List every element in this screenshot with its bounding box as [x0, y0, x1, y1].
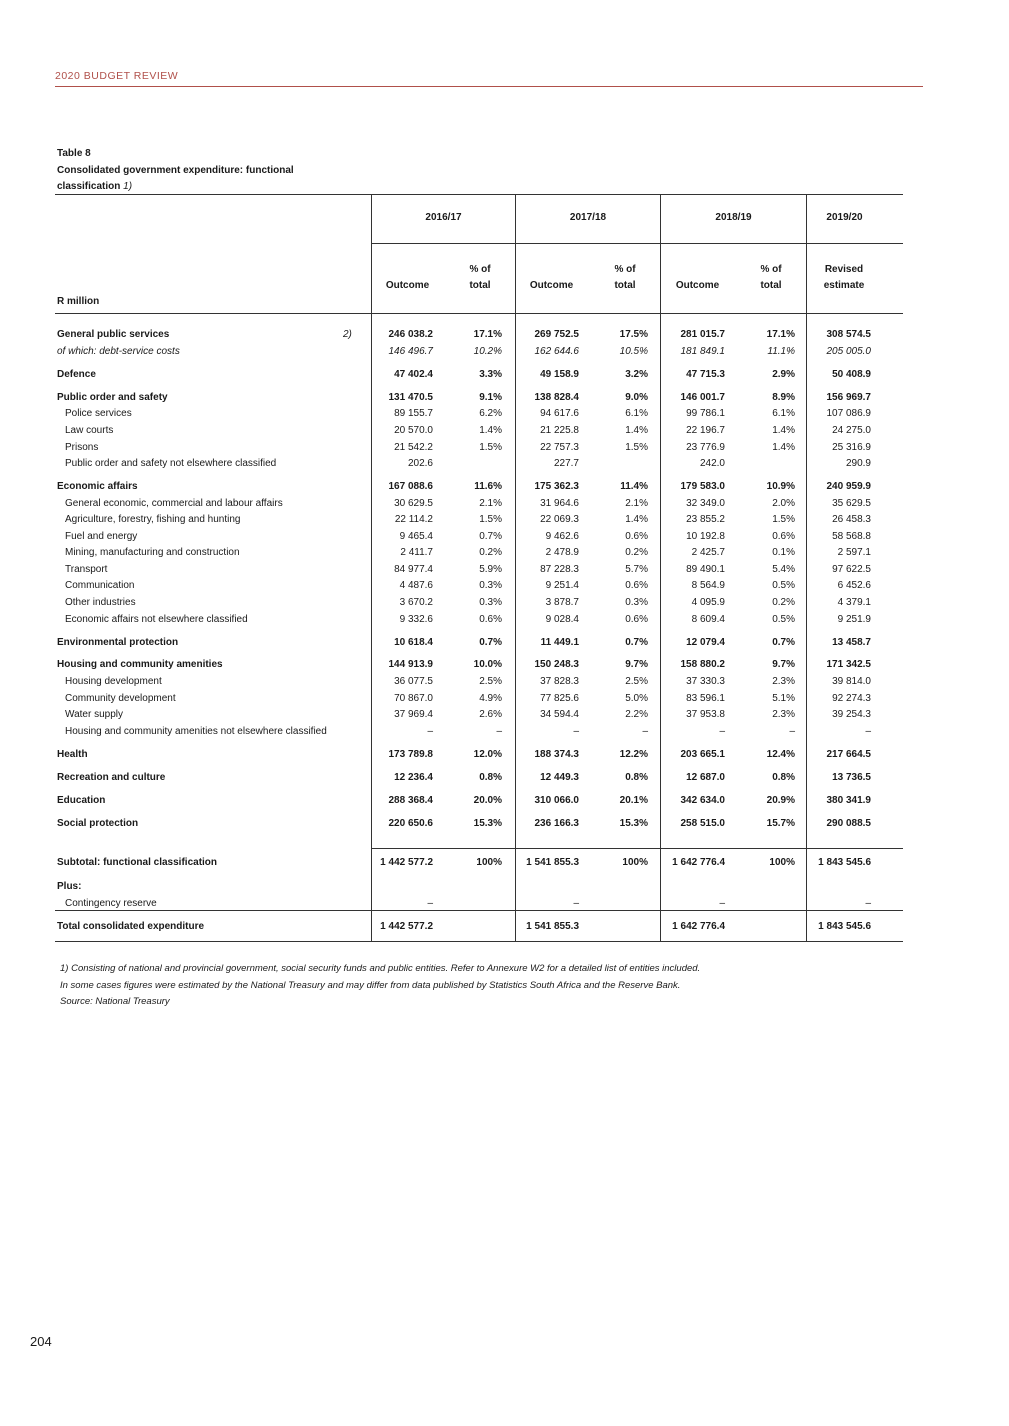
row-note: 2)	[343, 329, 352, 340]
table-cell: 0.7%	[479, 637, 502, 648]
table-cell: 269 752.5	[534, 329, 579, 340]
table-cell: 107 086.9	[826, 408, 871, 419]
table-row	[0, 345, 1009, 359]
table-cell: 0.3%	[479, 597, 502, 608]
table-cell: 0.8%	[479, 772, 502, 783]
row-label: Communication	[65, 580, 135, 591]
row-label: Housing and community amenities not elsewhere classified	[65, 726, 327, 737]
table-cell: 22 114.2	[394, 514, 433, 525]
table-cell: 1.4%	[772, 442, 795, 453]
table-cell: 6.1%	[625, 408, 648, 419]
row-label: Health	[57, 749, 88, 760]
table-cell: 138 828.4	[534, 392, 579, 403]
table-cell: –	[865, 726, 871, 737]
year-header-rule	[371, 243, 903, 244]
table-cell: 10.2%	[473, 346, 502, 357]
table-cell: 1 843 545.6	[818, 857, 871, 868]
table-cell: 202.6	[407, 458, 433, 469]
table-row	[0, 497, 1009, 511]
table-cell: 2.9%	[772, 369, 795, 380]
table-cell: 89 155.7	[394, 408, 433, 419]
table-cell: 12.2%	[619, 749, 648, 760]
table-cell: 84 977.4	[394, 564, 433, 575]
table-cell: 37 953.8	[686, 709, 725, 720]
table-cell: 380 341.9	[826, 795, 871, 806]
table-cell: 181 849.1	[680, 346, 725, 357]
table-cell: –	[642, 726, 648, 737]
table-row	[0, 563, 1009, 577]
table-cell: 217 664.5	[826, 749, 871, 760]
row-label: Economic affairs	[57, 481, 138, 492]
header-bottom-rule	[55, 313, 903, 314]
table-cell: 9 251.4	[545, 580, 579, 591]
table-cell: 236 166.3	[534, 818, 579, 829]
table-row	[0, 748, 1009, 762]
table-row	[0, 692, 1009, 706]
table-cell: 36 077.5	[394, 676, 433, 687]
table-row	[0, 675, 1009, 689]
table-cell: 9 028.4	[545, 614, 579, 625]
row-label: Contingency reserve	[65, 898, 157, 909]
table-row	[0, 480, 1009, 494]
row-label: Law courts	[65, 425, 114, 436]
table-cell: 0.6%	[625, 614, 648, 625]
table-cell: 17.5%	[619, 329, 648, 340]
table-number: Table 8	[57, 148, 91, 159]
table-title-line1: Consolidated government expenditure: functional	[57, 164, 294, 176]
table-cell: 2 478.9	[545, 547, 579, 558]
row-label: Community development	[65, 693, 176, 704]
table-cell: 0.3%	[479, 580, 502, 591]
table-cell: 158 880.2	[680, 659, 725, 670]
table-cell: 100%	[769, 857, 795, 868]
table-cell: 1.4%	[625, 514, 648, 525]
table-cell: 83 596.1	[686, 693, 725, 704]
table-cell: 17.1%	[473, 329, 502, 340]
page-number: 204	[30, 1334, 52, 1349]
table-cell: 1 442 577.2	[380, 857, 433, 868]
table-row	[0, 708, 1009, 722]
table-row	[0, 920, 1009, 934]
table-row	[0, 546, 1009, 560]
table-cell: 9.7%	[772, 659, 795, 670]
table-cell: 15.7%	[766, 818, 795, 829]
table-cell: 0.7%	[772, 637, 795, 648]
row-label: Transport	[65, 564, 108, 575]
row-label: Public order and safety not elsewhere classified	[65, 458, 277, 469]
table-cell: 35 629.5	[832, 498, 871, 509]
table-cell: 9.1%	[479, 392, 502, 403]
table-cell: 167 088.6	[388, 481, 433, 492]
table-cell: 179 583.0	[680, 481, 725, 492]
table-cell: 37 969.4	[394, 709, 433, 720]
table-row	[0, 771, 1009, 785]
table-cell: 131 470.5	[388, 392, 433, 403]
table-cell: 2 425.7	[691, 547, 725, 558]
table-cell: 5.9%	[479, 564, 502, 575]
table-cell: 12 687.0	[686, 772, 725, 783]
table-cell: 227.7	[553, 458, 579, 469]
table-cell: 3.2%	[625, 369, 648, 380]
subtotal-rule	[371, 848, 903, 849]
table-cell: 12.0%	[473, 749, 502, 760]
table-cell: 2.5%	[625, 676, 648, 687]
row-label: Other industries	[65, 597, 136, 608]
table-cell: –	[719, 726, 725, 737]
row-label: General public services	[57, 329, 170, 340]
table-cell: 37 330.3	[686, 676, 725, 687]
table-cell: 0.6%	[479, 614, 502, 625]
table-cell: 220 650.6	[388, 818, 433, 829]
row-label: Public order and safety	[57, 392, 168, 403]
sub-header-pct-2: % of total	[614, 264, 636, 291]
table-cell: 25 316.9	[832, 442, 871, 453]
row-label: Defence	[57, 369, 96, 380]
table-cell: 1 642 776.4	[672, 857, 725, 868]
table-cell: 2.6%	[479, 709, 502, 720]
row-label: Social protection	[57, 818, 139, 829]
table-row	[0, 897, 1009, 911]
year-header-2018-19: 2018/19	[715, 212, 752, 223]
table-cell: 47 402.4	[394, 369, 433, 380]
table-cell: 0.5%	[772, 614, 795, 625]
table-cell: 2.2%	[625, 709, 648, 720]
table-caption	[57, 146, 294, 196]
table-cell: 144 913.9	[388, 659, 433, 670]
table-cell: 0.7%	[625, 637, 648, 648]
table-cell: 100%	[476, 857, 502, 868]
footnote-1-cont: In some cases figures were estimated by the National Treasury and may differ from data published by Statistics South Africa and the Reserve Bank.	[60, 979, 681, 991]
table-bottom-rule	[55, 941, 903, 942]
table-row	[0, 530, 1009, 544]
row-label: Economic affairs not elsewhere classified	[65, 614, 248, 625]
table-cell: 49 158.9	[540, 369, 579, 380]
table-cell: 9 462.6	[545, 531, 579, 542]
table-cell: 205 005.0	[826, 346, 871, 357]
row-label: Housing and community amenities	[57, 659, 223, 670]
table-cell: 9 465.4	[399, 531, 433, 542]
table-cell: 21 225.8	[540, 425, 579, 436]
table-cell: 342 634.0	[680, 795, 725, 806]
sub-header-outcome-2: Outcome	[529, 280, 574, 291]
table-row	[0, 328, 1009, 342]
unit-label: R million	[57, 296, 100, 307]
table-cell: 3 878.7	[545, 597, 579, 608]
table-cell: 5.7%	[625, 564, 648, 575]
footnote-1: 1) Consisting of national and provincial government, social security funds and public entities. Refer to Annexure W2 for a detailed list of entities included.	[60, 963, 701, 974]
table-cell: 308 574.5	[826, 329, 871, 340]
table-cell: 12 236.4	[394, 772, 433, 783]
table-row	[0, 613, 1009, 627]
table-cell: 13 736.5	[832, 772, 871, 783]
table-cell: 94 617.6	[540, 408, 579, 419]
table-row	[0, 880, 1009, 894]
table-cell: 10 618.4	[394, 637, 433, 648]
row-label: Fuel and energy	[65, 531, 138, 542]
row-label: Prisons	[65, 442, 99, 453]
table-cell: 8.9%	[772, 392, 795, 403]
table-row	[0, 407, 1009, 421]
table-cell: 47 715.3	[686, 369, 725, 380]
table-cell: 5.4%	[772, 564, 795, 575]
table-cell: 97 622.5	[832, 564, 871, 575]
table-cell: 1.5%	[625, 442, 648, 453]
table-cell: 4 379.1	[837, 597, 871, 608]
table-cell: 0.1%	[772, 547, 795, 558]
table-cell: 11.6%	[474, 481, 502, 492]
table-cell: 1 442 577.2	[380, 921, 433, 932]
header-rule	[55, 86, 923, 87]
running-head: 2020 BUDGET REVIEW	[55, 70, 179, 82]
table-cell: 0.8%	[772, 772, 795, 783]
table-cell: 23 855.2	[686, 514, 725, 525]
footnotes	[60, 961, 700, 1011]
table-row	[0, 579, 1009, 593]
table-cell: 17.1%	[766, 329, 795, 340]
table-cell: 89 490.1	[686, 564, 725, 575]
table-cell: 1.4%	[625, 425, 648, 436]
row-label: Housing development	[65, 676, 162, 687]
table-cell: 2.3%	[772, 676, 795, 687]
table-cell: 12 449.3	[540, 772, 579, 783]
row-label: Total consolidated expenditure	[57, 921, 205, 932]
table-cell: 22 196.7	[686, 425, 725, 436]
table-cell: 2.5%	[479, 676, 502, 687]
table-cell: 310 066.0	[534, 795, 579, 806]
table-row	[0, 856, 1009, 870]
table-row	[0, 391, 1009, 405]
table-cell: 100%	[622, 857, 648, 868]
table-cell: 13 458.7	[832, 637, 871, 648]
row-label: General economic, commercial and labour affairs	[65, 498, 283, 509]
sub-header-pct-1: % of total	[469, 264, 491, 291]
table-cell: 150 248.3	[534, 659, 579, 670]
table-cell: –	[427, 726, 433, 737]
table-cell: 6.2%	[479, 408, 502, 419]
table-cell: 26 458.3	[832, 514, 871, 525]
table-cell: 58 568.8	[832, 531, 871, 542]
table-cell: 5.0%	[625, 693, 648, 704]
table-row	[0, 424, 1009, 438]
row-label: Police services	[65, 408, 132, 419]
table-cell: 156 969.7	[826, 392, 871, 403]
table-cell: 11 449.1	[540, 637, 579, 648]
row-label: Plus:	[57, 881, 82, 892]
table-cell: 2.1%	[625, 498, 648, 509]
table-cell: 31 964.6	[540, 498, 579, 509]
table-cell: 290.9	[845, 458, 871, 469]
table-cell: 290 088.5	[826, 818, 871, 829]
row-label: Agriculture, forestry, fishing and hunting	[65, 514, 241, 525]
table-cell: –	[865, 898, 871, 909]
sub-header-revised-estimate: Revised estimate	[823, 264, 865, 291]
table-cell: 22 757.3	[540, 442, 579, 453]
table-title-line2: classification	[57, 181, 121, 192]
table-cell: 2 597.1	[837, 547, 871, 558]
row-label: of which: debt-service costs	[57, 346, 180, 357]
table-cell: 171 342.5	[826, 659, 871, 670]
table-cell: 1.5%	[479, 514, 502, 525]
table-cell: 8 564.9	[691, 580, 725, 591]
table-cell: 15.3%	[473, 818, 502, 829]
table-cell: 11.4%	[620, 481, 648, 492]
table-cell: 2.1%	[479, 498, 502, 509]
table-cell: 15.3%	[619, 818, 648, 829]
table-cell: 10 192.8	[686, 531, 725, 542]
table-cell: 175 362.3	[534, 481, 579, 492]
table-cell: 87 228.3	[540, 564, 579, 575]
table-cell: 12.4%	[766, 749, 795, 760]
table-cell: 258 515.0	[680, 818, 725, 829]
table-cell: 20.9%	[766, 795, 795, 806]
sub-header-pct-3: % of total	[760, 264, 782, 291]
table-row	[0, 596, 1009, 610]
table-row	[0, 441, 1009, 455]
table-cell: 1 541 855.3	[526, 921, 579, 932]
table-cell: 10.9%	[766, 481, 795, 492]
table-cell: 6.1%	[772, 408, 795, 419]
table-cell: 32 349.0	[686, 498, 725, 509]
year-header-2017-18: 2017/18	[569, 212, 607, 223]
table-row	[0, 636, 1009, 650]
table-cell: 20.0%	[473, 795, 502, 806]
table-cell: 99 786.1	[686, 408, 725, 419]
table-cell: 4 095.9	[691, 597, 725, 608]
table-cell: 9.0%	[625, 392, 648, 403]
table-cell: 10.0%	[473, 659, 502, 670]
table-cell: 9 251.9	[837, 614, 871, 625]
table-row	[0, 658, 1009, 672]
table-cell: 240 959.9	[826, 481, 871, 492]
table-row	[0, 794, 1009, 808]
table-title-note: 1)	[123, 181, 133, 192]
table-cell: 2.3%	[772, 709, 795, 720]
table-cell: 20.1%	[619, 795, 648, 806]
table-cell: 5.1%	[772, 693, 795, 704]
table-row	[0, 725, 1009, 739]
table-cell: 203 665.1	[680, 749, 725, 760]
table-cell: 146 001.7	[680, 392, 725, 403]
table-cell: 0.5%	[772, 580, 795, 591]
table-cell: 3 670.2	[399, 597, 433, 608]
table-row	[0, 513, 1009, 527]
table-cell: 0.6%	[625, 531, 648, 542]
table-cell: 242.0	[699, 458, 725, 469]
table-cell: 22 069.3	[540, 514, 579, 525]
table-cell: 288 368.4	[388, 795, 433, 806]
table-cell: 20 570.0	[394, 425, 433, 436]
table-top-rule	[55, 194, 903, 195]
table-row	[0, 817, 1009, 831]
year-header-2019-20: 2019/20	[826, 212, 863, 223]
table-cell: 0.6%	[772, 531, 795, 542]
table-cell: 3.3%	[479, 369, 502, 380]
table-cell: 0.2%	[479, 547, 502, 558]
table-cell: 50 408.9	[832, 369, 871, 380]
table-cell: –	[719, 898, 725, 909]
table-cell: 173 789.8	[388, 749, 433, 760]
row-label: Water supply	[65, 709, 123, 720]
table-cell: 11.1%	[767, 346, 795, 357]
table-cell: 0.7%	[479, 531, 502, 542]
year-header-2016-17: 2016/17	[425, 212, 462, 223]
row-label: Recreation and culture	[57, 772, 166, 783]
table-cell: 34 594.4	[540, 709, 579, 720]
row-label: Mining, manufacturing and construction	[65, 547, 240, 558]
table-cell: 1.4%	[479, 425, 502, 436]
source-note: Source: National Treasury	[60, 996, 170, 1007]
table-cell: 0.8%	[625, 772, 648, 783]
table-cell: 8 609.4	[691, 614, 725, 625]
table-cell: 21 542.2	[394, 442, 433, 453]
table-cell: 1 843 545.6	[818, 921, 871, 932]
table-cell: 9.7%	[625, 659, 648, 670]
table-cell: 162 644.6	[534, 346, 579, 357]
row-label: Environmental protection	[57, 637, 179, 648]
table-cell: 146 496.7	[388, 346, 433, 357]
table-cell: 281 015.7	[680, 329, 725, 340]
table-cell: 1 541 855.3	[526, 857, 579, 868]
table-cell: 1.4%	[772, 425, 795, 436]
table-row	[0, 368, 1009, 382]
table-cell: –	[496, 726, 502, 737]
table-cell: 39 814.0	[832, 676, 871, 687]
table-cell: 4.9%	[479, 693, 502, 704]
table-cell: 9 332.6	[399, 614, 433, 625]
table-cell: 30 629.5	[394, 498, 433, 509]
sub-header-outcome-3: Outcome	[675, 280, 720, 291]
table-cell: 12 079.4	[686, 637, 725, 648]
table-cell: 0.2%	[625, 547, 648, 558]
table-cell: 246 038.2	[388, 329, 433, 340]
table-cell: 6 452.6	[837, 580, 871, 591]
table-cell: 1 642 776.4	[672, 921, 725, 932]
table-cell: 24 275.0	[832, 425, 871, 436]
table-cell: 0.6%	[625, 580, 648, 591]
table-cell: 2 411.7	[400, 547, 433, 558]
table-cell: –	[427, 898, 433, 909]
table-cell: –	[573, 726, 579, 737]
table-cell: 77 825.6	[540, 693, 579, 704]
table-cell: 10.5%	[619, 346, 648, 357]
table-cell: 23 776.9	[686, 442, 725, 453]
table-cell: –	[789, 726, 795, 737]
table-cell: 1.5%	[479, 442, 502, 453]
table-cell: 0.2%	[772, 597, 795, 608]
table-cell: 39 254.3	[832, 709, 871, 720]
table-cell: 188 374.3	[534, 749, 579, 760]
table-cell: 70 867.0	[394, 693, 433, 704]
table-cell: 2.0%	[772, 498, 795, 509]
table-row	[0, 457, 1009, 471]
table-cell: 92 274.3	[832, 693, 871, 704]
row-label: Subtotal: functional classification	[57, 857, 218, 868]
table-cell: 0.3%	[625, 597, 648, 608]
table-cell: 1.5%	[772, 514, 795, 525]
table-cell: –	[573, 898, 579, 909]
table-cell: 4 487.6	[399, 580, 433, 591]
row-label: Education	[57, 795, 106, 806]
table-cell: 37 828.3	[540, 676, 579, 687]
sub-header-outcome-1: Outcome	[385, 280, 430, 291]
